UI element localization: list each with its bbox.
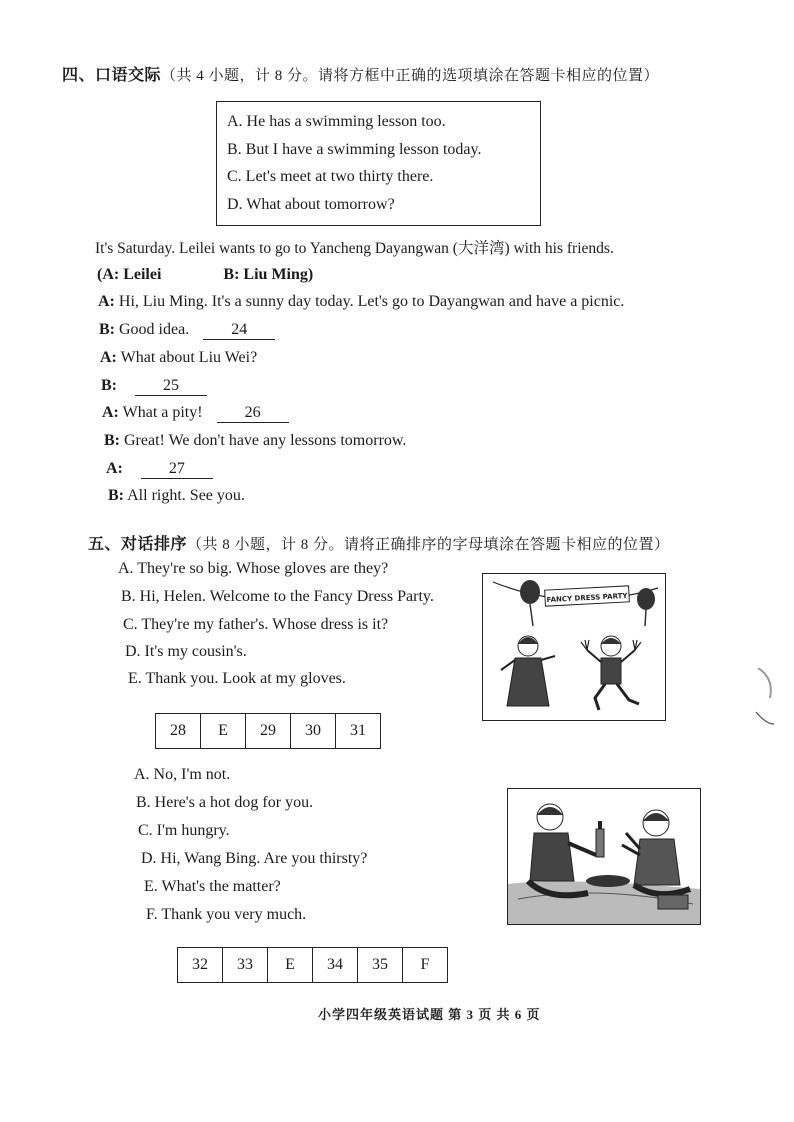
answer-blank-27[interactable]: 27 [141,460,213,479]
dialogue-line [101,377,207,396]
group1-sentence-b: B. Hi, Helen. Welcome to the Fancy Dress Party. [121,588,434,605]
order-table-1 [155,713,381,749]
section4-title: 四、口语交际 [62,67,162,84]
dialogue-text: What a pity! [122,404,203,421]
section4-heading [62,62,659,85]
dialogue-text: Great! We don't have any lessons tomorrow. [124,432,407,449]
dialogue-text: What about Liu Wei? [120,349,258,366]
role-b: B: Liu Ming) [223,266,314,283]
option-c: C. Let's meet at two thirty there. [227,168,434,185]
option-d: D. What about tomorrow? [227,196,395,213]
speaker-label: A: [102,404,119,421]
role-a: (A: Leilei [97,266,162,283]
speaker-label: B: [104,432,120,449]
dialogue-line [104,432,406,450]
scan-edge-mark [748,668,774,728]
group1-sentence-e: E. Thank you. Look at my gloves. [128,670,346,687]
group2-sentence-a: A. No, I'm not. [134,766,231,783]
order-cell: E [268,948,313,983]
dialogue-line [108,487,245,505]
section5-title: 五、对话排序 [88,536,188,553]
picnic-picture [507,788,701,925]
order-cell[interactable]: 33 [223,948,268,983]
speaker-label: B: [101,377,117,394]
party-banner-text: FANCY DRESS PARTY [546,591,628,605]
dialogue-text: All right. See you. [127,487,245,504]
order-cell[interactable]: 29 [246,714,291,749]
order-cell[interactable]: 31 [336,714,381,749]
order-cell[interactable]: 30 [291,714,336,749]
group2-sentence-f: F. Thank you very much. [146,906,307,923]
speaker-label: A: [98,293,115,310]
group2-sentence-e: E. What's the matter? [144,878,281,895]
speaker-label: A: [100,349,117,366]
order-cell[interactable]: 35 [358,948,403,983]
speaker-label: B: [108,487,124,504]
dialogue-line [100,349,257,367]
fancy-dress-party-picture [482,573,666,721]
speaker-label: A: [106,460,123,477]
order-table-2 [177,947,448,983]
page-footer: 小学四年级英语试题 第 3 页 共 6 页 [318,1007,541,1022]
answer-blank-26[interactable]: 26 [217,404,289,423]
dialogue-line [99,321,275,340]
section4-note: （共 4 小题，计 8 分。请将方框中正确的选项填涂在答题卡相应的位置） [161,68,660,84]
answer-blank-25[interactable]: 25 [135,377,207,396]
order-cell: F [403,948,448,983]
order-cell: E [201,714,246,749]
group1-sentence-d: D. It's my cousin's. [125,643,247,660]
group1-sentence-a: A. They're so big. Whose gloves are they? [118,560,389,577]
roles-line [97,266,313,284]
group2-sentence-d: D. Hi, Wang Bing. Are you thirsty? [141,850,368,867]
speaker-label: B: [99,321,115,338]
group2-sentence-c: C. I'm hungry. [138,822,230,839]
group1-sentence-c: C. They're my father's. Whose dress is it? [123,616,389,633]
option-b: B. But I have a swimming lesson today. [227,141,482,158]
order-cell[interactable]: 32 [178,948,223,983]
dialogue-text: Hi, Liu Ming. It's a sunny day today. Let's go to Dayangwan and have a picnic. [118,293,625,310]
order-cell[interactable]: 34 [313,948,358,983]
options-box [216,101,541,226]
option-a: A. He has a swimming lesson too. [227,113,446,130]
answer-blank-24[interactable]: 24 [203,321,275,340]
section5-note: （共 8 小题，计 8 分。请将正确排序的字母填涂在答题卡相应的位置） [187,537,670,553]
dialogue-intro: It's Saturday. Leilei wants to go to Yancheng Dayangwan (大洋湾) with his friends. [95,240,614,257]
group2-sentence-b: B. Here's a hot dog for you. [136,794,314,811]
dialogue-line [102,404,289,423]
section5-heading [88,531,670,554]
dialogue-line [106,460,213,479]
dialogue-line [98,293,624,311]
order-cell[interactable]: 28 [156,714,201,749]
dialogue-text: Good idea. [119,321,190,338]
